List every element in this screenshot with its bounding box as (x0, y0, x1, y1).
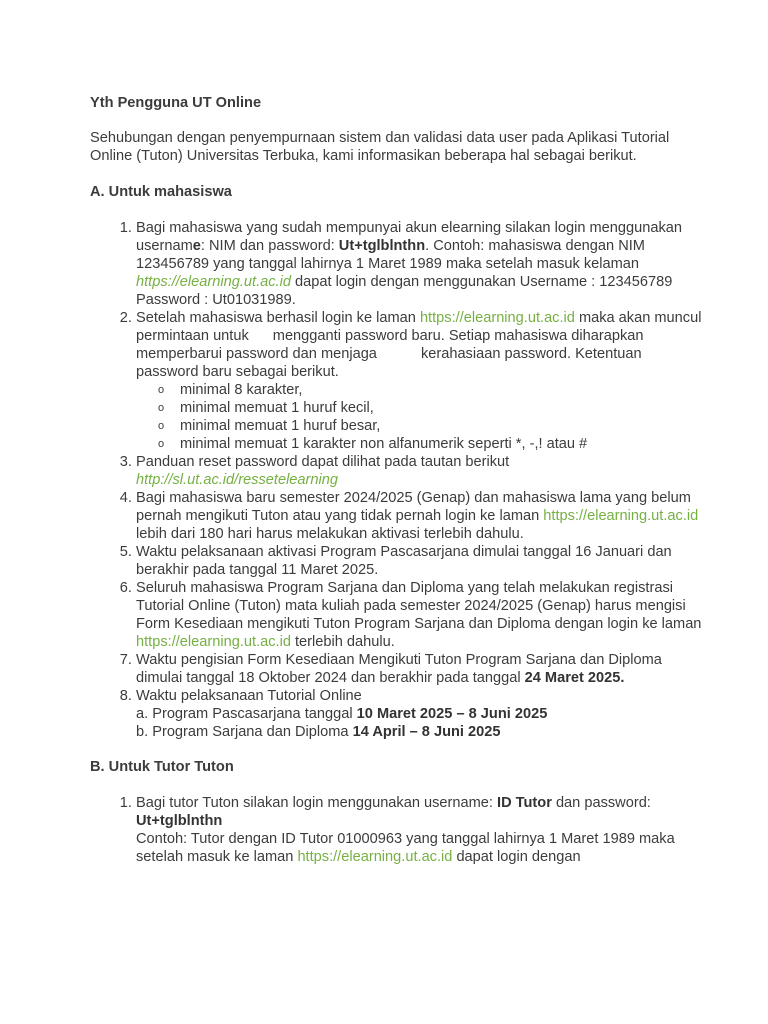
reset-guide-link[interactable]: http://sl.ut.ac.id/ressetelearning (136, 472, 338, 488)
intro-paragraph: Sehubungan dengan penyempurnaan sistem dan validasi data user pada Aplikasi Tutorial Online (Tuton) Universitas Terbuka, kami informasikan beberapa hal sebagai berikut. (90, 130, 670, 164)
elearning-link[interactable]: https://elearning.ut.ac.id (419, 310, 575, 326)
list-item: o minimal memuat 1 huruf kecil, (180, 399, 708, 417)
list-item: o minimal 8 karakter, (180, 381, 708, 399)
list-item: o minimal memuat 1 huruf besar, (180, 417, 708, 435)
password-rules-list (136, 381, 708, 453)
list-item: 7. Waktu pengisian Form Kesediaan Mengikuti Tuton Program Sarjana dan Diploma dimulai tanggal 18 Oktober 2024 dan berakhir pada tanggal 24 Maret 2025. (136, 651, 708, 687)
document-title: Yth Pengguna UT Online (90, 95, 262, 111)
list-item: 4. Bagi mahasiswa baru semester 2024/2025 (Genap) dan mahasiswa lama yang belum pernah mengikuti Tuton atau yang tidak pernah login ke laman https://elearning.ut.ac.id lebih dari 180 hari harus melakukan aktivasi terlebih dahulu. (136, 489, 708, 543)
list-item: 1. Bagi tutor Tuton silakan login menggunakan username: ID Tutor dan password: Ut+tglblnthn Contoh: Tutor dengan ID Tutor 01000963 yang tanggal lahirnya 1 Maret 1989 maka setelah masuk ke laman https://elearning.ut.ac.id dapat login dengan (136, 794, 708, 866)
section-b-list (90, 794, 708, 866)
elearning-link[interactable]: https://elearning.ut.ac.id (297, 849, 453, 865)
section-a-list (90, 219, 708, 741)
list-item: 8. Waktu pelaksanaan Tutorial Online a. Program Pascasarjana tanggal 10 Maret 2025 – 8 Juni 2025 b. Program Sarjana dan Diploma 14 April – 8 Juni 2025 (136, 687, 708, 741)
elearning-link[interactable]: https://elearning.ut.ac.id (136, 634, 291, 650)
password-format: Ut+tglblnthn (136, 813, 223, 829)
elearning-link[interactable]: https://elearning.ut.ac.id (136, 274, 291, 290)
list-item: o minimal memuat 1 karakter non alfanumerik seperti *, -,! atau # (180, 435, 708, 453)
elearning-link[interactable]: https://elearning.ut.ac.id (543, 508, 699, 524)
section-a-heading: A. Untuk mahasiswa (90, 184, 232, 200)
list-item: 5. Waktu pelaksanaan aktivasi Program Pascasarjana dimulai tanggal 16 Januari dan berakhir pada tanggal 11 Maret 2025. (136, 543, 708, 579)
list-item: 2. Setelah mahasiswa berhasil login ke laman https://elearning.ut.ac.id maka akan muncul permintaan untuk mengganti password baru. Setiap mahasiswa diharapkan memperbarui password dan menjaga kerahasiaan password. Ketentuan password baru sebagai berikut. o minimal 8 karakter, o minimal memuat 1 huruf kecil, o minimal memuat 1 huruf besar, o minimal memuat 1 karakter non alfanumerik seperti *, -,! atau # (136, 309, 708, 453)
list-item: 3. Panduan reset password dapat dilihat pada tautan berikut http://sl.ut.ac.id/ressetelearning (136, 453, 708, 489)
password-format: Ut+tglblnthn (338, 238, 426, 254)
list-item: 1. Bagi mahasiswa yang sudah mempunyai akun elearning silakan login menggunakan username: NIM dan password: Ut+tglblnthn. Contoh: mahasiswa dengan NIM 123456789 yang tanggal lahirnya 1 Maret 1989 maka setelah masuk kelaman https://elearning.ut.ac.id dapat login dengan menggunakan Username : 123456789 Password : Ut01031989. (136, 219, 708, 309)
list-item: 6. Seluruh mahasiswa Program Sarjana dan Diploma yang telah melakukan registrasi Tutorial Online (Tuton) mata kuliah pada semester 2024/2025 (Genap) harus mengisi Form Kesediaan mengikuti Tuton Program Sarjana dan Diploma dengan login ke laman https://elearning.ut.ac.id terlebih dahulu. (136, 579, 708, 651)
section-b-heading: B. Untuk Tutor Tuton (90, 759, 234, 775)
